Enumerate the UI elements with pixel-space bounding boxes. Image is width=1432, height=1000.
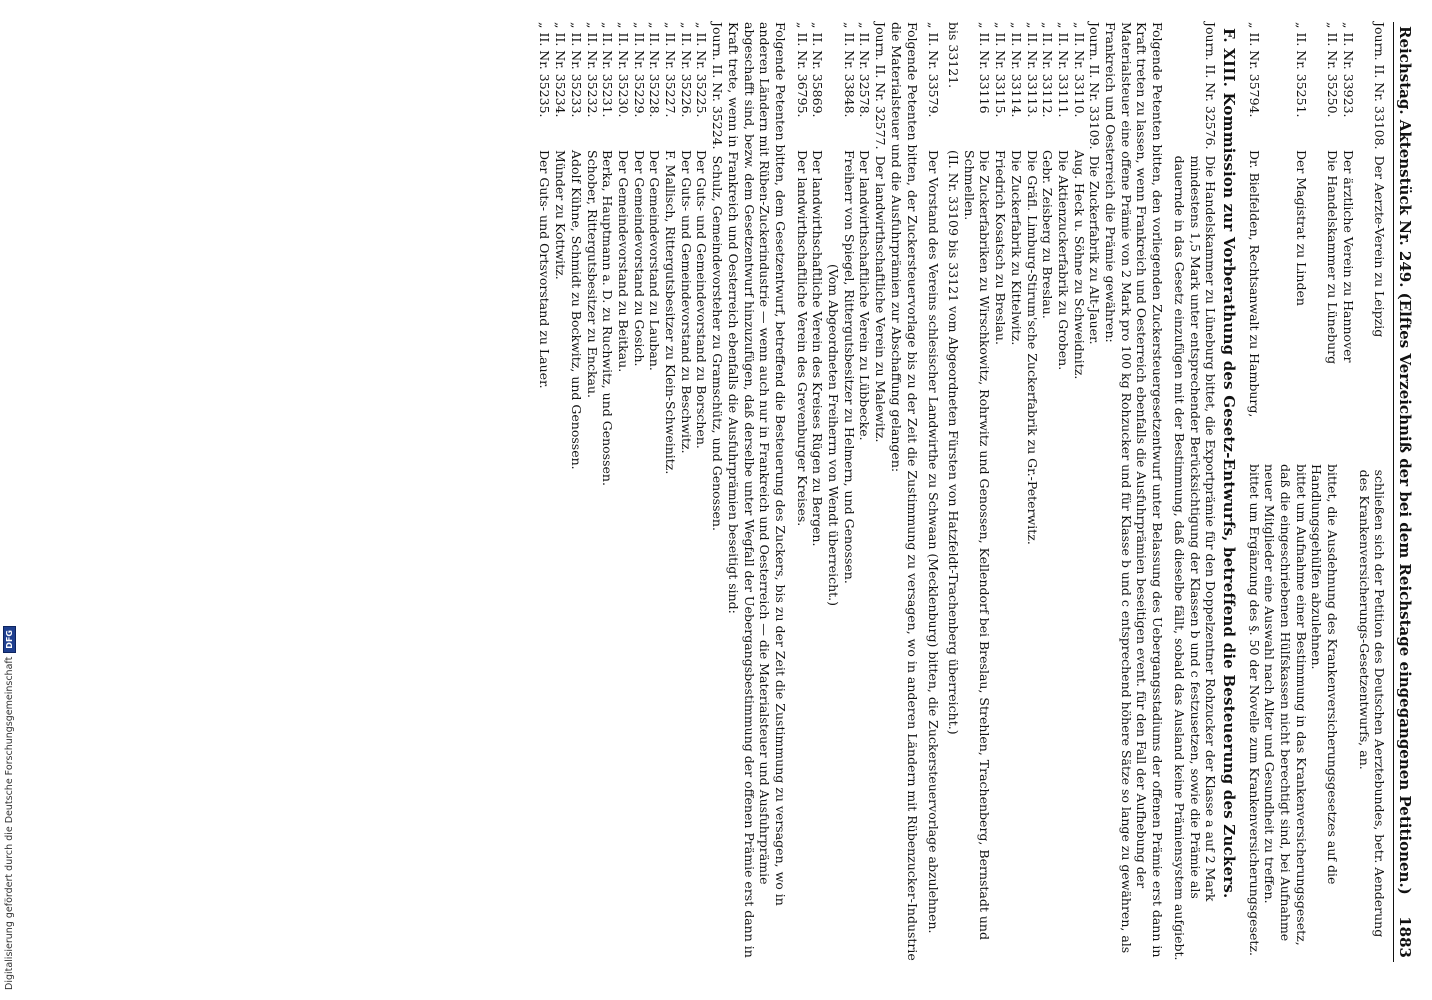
petitioner-list xyxy=(794,22,888,962)
list-item xyxy=(1040,22,1056,962)
petitioner: Der Gemeindevorstand zu Gosich. xyxy=(631,150,647,367)
petition-request: schließen sich der Petition des Deutschen Aerztebundes, betr. Aenderung des Krankenversicherungs-Gesetzentwurfs, an. xyxy=(1356,469,1388,938)
section-title: F. XIII. Kommission zur Vorberathung des Gesetz-Entwurfs, betreffend die Besteuerung des Zuckers. xyxy=(1219,28,1238,899)
section-f xyxy=(537,22,1236,962)
petitioner: Adolf Kühne, Schmidt zu Bockwitz, und Genossen. xyxy=(568,150,584,470)
journal-ref: „ II. Nr. 35232. xyxy=(584,22,600,118)
journal-ref: „ II. Nr. 35869. xyxy=(810,22,826,118)
petition-row xyxy=(1309,22,1340,962)
petition-row xyxy=(1340,22,1356,962)
journal-ref: „ II. Nr. 33110. xyxy=(1071,22,1087,118)
petitioner: Der landwirthschaftliche Verein des Kreises Rügen zu Bergen. xyxy=(810,150,826,547)
journal-ref: „ II. Nr. 35227. xyxy=(663,22,679,118)
journal-ref: Journ. II. Nr. 32577. xyxy=(873,22,889,150)
petition-row xyxy=(1171,22,1218,962)
petitioner: Der landwirthschaftliche Verein zu Malewitz. xyxy=(873,155,889,443)
journal-ref: „ II. Nr. 33579. xyxy=(926,22,942,118)
petition-request: bittet um Ergänzung des §. 50 der Novelle zum Krankenversicherungsgesetz. xyxy=(1246,464,1262,956)
petition-row xyxy=(1262,22,1309,962)
journal-ref: „ II. Nr. 33112. xyxy=(1040,22,1056,118)
journal-ref: „ II. Nr. 33116 xyxy=(977,22,993,114)
journal-ref: „ II. Nr. 35226. xyxy=(678,22,694,118)
list-item xyxy=(1008,22,1024,962)
funding-credit-text: Digitalisierung gefördert durch die Deutsche Forschungsgemeinschaft xyxy=(4,656,15,990)
petitioner-list xyxy=(945,22,1102,962)
petition-paragraph: Folgende Petenten bitten, den vorliegenden Zuckersteuergesetzentwurf unter Belassung des Uebergangsstadiums der offenen Prämie erst dann in Kraft treten zu lassen, wenn Frankreich und Oesterreich ebenfalls die Ausfuhrprämien beseitigen event. für den Fall der Aufhebung der Materialsteuer eine offene Prämie von 2 Mark pro 100 kg Rohzucker und für Klasse b und c entsprechend höhere Sätze so lange zu gewähren, als Frankreich und Oesterreich die Prämie gewähren: xyxy=(1103,22,1166,958)
journal-ref: „ II. Nr. 35230. xyxy=(615,22,631,118)
page-header xyxy=(1393,22,1412,962)
petitioner: Die Zuckerfabriken zu Wirschkowitz, Rohrwitz und Genossen, Kellendorf bei Breslau, Strehlen, Trachenberg, Bernstadt und Schmellen. xyxy=(961,150,993,940)
petitioner: Münder zu Kottwitz. xyxy=(553,150,569,280)
journal-ref: „ II. Nr. 35234. xyxy=(553,22,569,118)
journal-ref: „ II. Nr. 36795. xyxy=(794,22,810,118)
list-item xyxy=(678,22,694,962)
list-item xyxy=(1055,22,1071,962)
journal-ref: „ II. Nr. 35229. xyxy=(631,22,647,118)
journal-ref: Journ. II. Nr. 35224. xyxy=(710,22,726,150)
petition-request: bittet, die Ausdehnung des Krankenversicherungsgesetzes auf die Handlungsgehülfen abzulehnen. xyxy=(1309,464,1341,885)
journal-ref: Journ. II. Nr. 33109. xyxy=(1087,22,1103,150)
petitioner: Der Guts- und Gemeindevorstand zu Beschwitz. xyxy=(678,150,694,454)
journal-ref: „ II. Nr. 35231. xyxy=(600,22,616,118)
journal-ref: „ II. Nr. 33114. xyxy=(1008,22,1024,118)
petitioner: Dr. Bielfelden, Rechtsanwalt zu Hamburg, xyxy=(1246,150,1262,418)
list-item xyxy=(945,22,961,962)
petition-row xyxy=(926,22,942,962)
petition-paragraph: Folgende Petenten bitten, dem Gesetzentwurf, betreffend die Besteuerung des Zuckers, bis zu der Zeit die Zustimmung zu versagen, wo in anderen Ländern mit Rüben-Zuckerindustrie — wenn auch nur in Frankreich und Oesterreich — die Materialsteuer und Ausfuhrprämie abgeschafft sind, bezw. dem Gesetzentwurf hinzuzufügen, daß derselbe unter Wegfall der Uebergangsbestimmung der offenen Prämie erst dann in Kraft trete, wenn in Frankreich und Oesterreich ebenfalls die Ausfuhrprämien beseitigt sind: xyxy=(725,22,788,958)
petition-row xyxy=(1356,22,1387,962)
list-item xyxy=(810,22,826,962)
journal-ref: Journ. II. Nr. 33108. xyxy=(1372,22,1388,150)
petitioner: Der landwirthschaftliche Verein zu Lübbecke. xyxy=(857,150,873,441)
list-item xyxy=(857,22,873,962)
list-item xyxy=(1071,22,1087,962)
journal-ref: „ II. Nr. 35225. xyxy=(694,22,710,118)
petitioner: Der Aerzte-Verein zu Leipzig xyxy=(1372,155,1388,338)
petitioner: Die Gräfl. Limburg-Stirum'sche Zuckerfabrik zu Gr.-Peterwitz. xyxy=(1024,150,1040,545)
petitioner: Die Aktienzuckerfabrik zu Groben. xyxy=(1055,150,1071,371)
petitioner: Friedrich Kosatsch zu Breslau. xyxy=(993,150,1009,345)
list-item xyxy=(961,22,992,962)
petitioner: Der Gemeindevorstand zu Beitkau. xyxy=(615,150,631,373)
petitioner: F. Mallisch, Rittergutsbesitzer zu Klein-Schweinitz. xyxy=(663,150,679,475)
petitioner: Berka, Hauptmann a. D. zu Ruchwitz, und Genossen. xyxy=(600,150,616,486)
petitioner-list xyxy=(537,22,725,962)
submission-note: (Vom Abgeordneten Freiherrn von Wendt überreicht.) xyxy=(826,264,842,607)
submission-note: (II. Nr. 33109 bis 33121 vom Abgeordneten Fürsten von Hatzfeldt-Trachenberg überreicht.) xyxy=(946,150,962,735)
journal-ref: „ II. Nr. 33111. xyxy=(1055,22,1071,118)
list-item xyxy=(873,22,889,962)
list-item xyxy=(647,22,663,962)
petition-paragraph: Folgende Petenten bitten, der Zuckersteuervorlage bis zu der Zeit die Zustimmung zu versagen, wo in anderen Ländern mit Rübenzucker-Industrie die Materialsteuer und die Ausfuhrprämien zur Abschaffung gelangen: xyxy=(888,22,920,961)
list-item xyxy=(709,22,725,962)
petitioner: Die Zuckerfabrik zu Kittelwitz. xyxy=(1008,150,1024,346)
list-item xyxy=(537,22,553,962)
journal-ref xyxy=(825,22,841,144)
list-item xyxy=(794,22,810,962)
petitioner: Der Gemeindevorstand zu Lauban. xyxy=(647,150,663,371)
journal-ref: „ II. Nr. 35233. xyxy=(568,22,584,118)
petitioner: Die Zuckerfabrik zu Alt-Jauer. xyxy=(1087,155,1103,345)
list-item xyxy=(841,22,857,962)
dfg-logo: DFG xyxy=(3,626,16,653)
petitioner: Der Magistrat zu Linden xyxy=(1293,150,1309,306)
list-item xyxy=(1024,22,1040,962)
list-item xyxy=(825,22,841,962)
petitioner: Der Guts- und Ortsvorstand zu Lauer. xyxy=(537,150,553,389)
journal-ref: „ II. Nr. 35251. xyxy=(1293,22,1309,118)
list-item xyxy=(631,22,647,962)
journal-ref: „ II. Nr. 33848. xyxy=(841,22,857,118)
journal-ref: „ II. Nr. 35235. xyxy=(537,22,553,118)
list-item xyxy=(600,22,616,962)
journal-ref: bis 33121. xyxy=(946,22,962,89)
list-item xyxy=(694,22,710,962)
journal-ref: „ II. Nr. 33923. xyxy=(1340,22,1356,118)
petitioner: Freiherr von Spiegel, Rittergutsbesitzer zu Helmern, und Genossen. xyxy=(841,150,857,584)
petition-list-top xyxy=(1246,22,1387,962)
petitioner: Schulz, Gemeindevorsteher zu Gramschütz, und Genossen. xyxy=(710,155,726,531)
petitioner: Schober, Rittergutsbesitzer zu Enckau. xyxy=(584,150,600,399)
petitioner: Der Guts- und Gemeindevorstand zu Borschen. xyxy=(694,150,710,449)
list-item xyxy=(552,22,568,962)
petitioner: Die Handelskammer zu Lüneburg xyxy=(1325,150,1341,365)
petitioner: Der ärztliche Verein zu Hannover xyxy=(1340,150,1356,363)
document-page xyxy=(537,22,1412,962)
petition-row xyxy=(1246,22,1262,962)
list-item xyxy=(568,22,584,962)
list-item xyxy=(992,22,1008,962)
journal-ref: „ II. Nr. 35250. xyxy=(1325,22,1341,118)
petitioner: Aug. Heck u. Söhne zu Schweidnitz. xyxy=(1071,150,1087,380)
petitioner: Der landwirthschaftliche Verein des Grevenburger Kreises. xyxy=(794,150,810,527)
list-item xyxy=(584,22,600,962)
petitioner: Gebr. Zeisberg zu Breslau. xyxy=(1040,150,1056,319)
list-item xyxy=(662,22,678,962)
journal-ref: „ II. Nr. 32578. xyxy=(857,22,873,118)
journal-ref: „ II. Nr. 35794. xyxy=(1246,22,1262,118)
journal-ref: Journ. II. Nr. 32576. xyxy=(1203,22,1219,150)
petition-text: Der Vorstand des Vereins schlesischer Landwirthe zu Schwaan (Mecklenburg) bitten, die Zuckersteuervorlage abzulehnen. xyxy=(926,150,942,934)
journal-ref: „ II. Nr. 33113. xyxy=(1024,22,1040,118)
journal-ref: „ II. Nr. 33115. xyxy=(993,22,1009,118)
journal-ref: „ II. Nr. 35228. xyxy=(647,22,663,118)
petition-request: bittet um Aufnahme einer Bestimmung in das Krankenversicherungsgesetz, daß die eingeschriebenen Hülfskassen nicht berechtigt sind, bei Aufnahme neuer Mitglieder eine Auswahl nach Alter und Gesundheit zu treffen. xyxy=(1262,464,1309,946)
petition-text: Die Handelskammer zu Lüneburg bittet, die Exportprämie für den Doppelzentner Rohzucker der Klasse a auf 2 Mark mindestens 1,5 Mark unter entsprechender Berücksichtigung der Klassen b und c festzusetzen, sowie die Prämie als dauernde in das Gesetz einzufügen mit der Bestimmung, daß dieselbe fällt, sobald das Ausland keine Prämiensystem aufgiebt. xyxy=(1171,155,1219,961)
running-title: Reichstag. Aktenstück Nr. 249. (Elftes Verzeichniß der bei dem Reichstage eingegangenen Petitionen.) xyxy=(1396,26,1414,895)
list-item xyxy=(615,22,631,962)
page-number: 1883 xyxy=(1396,916,1414,958)
list-item xyxy=(1087,22,1103,962)
petition-request xyxy=(1340,450,1356,962)
